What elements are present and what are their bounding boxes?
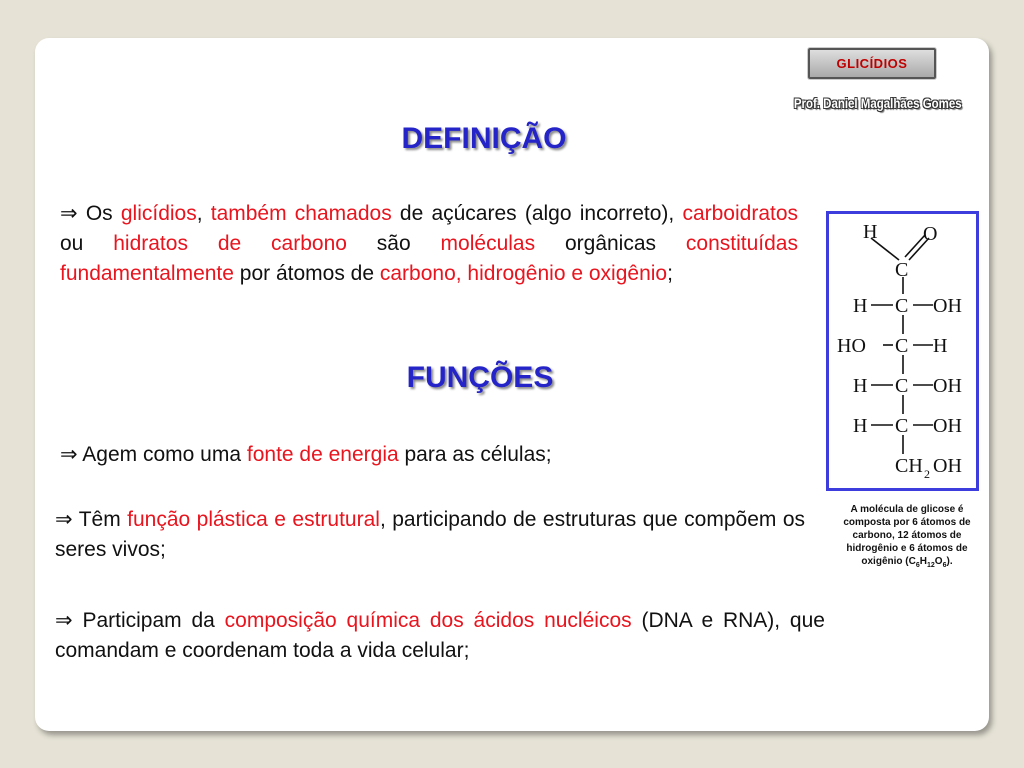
implies-arrow-icon: ⇒ xyxy=(55,609,73,632)
glucose-structure-diagram xyxy=(826,211,979,491)
implies-arrow-icon: ⇒ xyxy=(55,508,73,531)
atom-subscript: 2 xyxy=(924,467,930,481)
formula-o: O xyxy=(934,556,943,567)
caption-end: ). xyxy=(946,556,953,567)
atom-h: H xyxy=(853,295,868,317)
atom-h: H xyxy=(853,415,868,437)
formula-sub: 6 xyxy=(942,562,947,569)
formula-sub: 6 xyxy=(915,562,920,569)
atom-oh: OH xyxy=(933,375,962,397)
functions-title: FUNÇÕES xyxy=(406,361,554,394)
implies-arrow-icon: ⇒ xyxy=(60,443,78,466)
formula-c: C xyxy=(908,556,916,567)
atom-h: H xyxy=(863,221,878,243)
implies-arrow-icon: ⇒ xyxy=(60,202,78,225)
text: Têm xyxy=(78,508,128,531)
highlight: moléculas xyxy=(440,232,536,255)
molecule-caption xyxy=(832,503,982,572)
highlight: constituídas fundamentalmente xyxy=(60,232,798,285)
atom-c: C xyxy=(895,335,909,357)
definition-paragraph xyxy=(60,199,798,289)
atom-o: O xyxy=(923,223,938,245)
formula-sub: 12 xyxy=(927,562,935,569)
text: , xyxy=(196,202,211,225)
author-credit: Prof. Daniel Magalhães Gomes xyxy=(794,95,962,111)
atom-h: H xyxy=(933,335,948,357)
atom-c: C xyxy=(895,259,909,281)
text: por átomos de xyxy=(233,262,380,285)
atom-oh: OH xyxy=(933,295,962,317)
highlight: glicídios xyxy=(120,202,197,225)
text: , participando de estruturas que compõem os seres vivos; xyxy=(55,508,806,561)
highlight: fonte de energia xyxy=(246,443,399,466)
function-item-nucleic-acids xyxy=(55,606,825,666)
text: orgânicas xyxy=(535,232,686,255)
atom-ho: HO xyxy=(837,335,866,357)
atom-c: C xyxy=(895,415,909,437)
text: para as células; xyxy=(398,443,552,466)
topic-tag-label: GLICÍDIOS xyxy=(836,56,908,71)
atom-ch2: CH xyxy=(895,455,923,477)
glucose-molecule-svg xyxy=(829,214,976,488)
text: de açúcares (algo incorreto), xyxy=(391,202,683,225)
highlight: composição química dos ácidos nucléicos xyxy=(224,609,632,632)
text: Os xyxy=(85,202,121,225)
highlight: hidratos de carbono xyxy=(113,232,347,255)
atom-c: C xyxy=(895,375,909,397)
definition-title: DEFINIÇÃO xyxy=(401,122,567,155)
highlight: carboidratos xyxy=(682,202,799,225)
function-item-energy xyxy=(60,440,820,470)
atom-oh: OH xyxy=(933,415,962,437)
text: Agem como uma xyxy=(82,443,247,466)
atom-oh: OH xyxy=(933,455,962,477)
text: ; xyxy=(667,262,673,285)
text: Participam da xyxy=(82,609,225,632)
text: ou xyxy=(60,232,114,255)
text: são xyxy=(346,232,441,255)
atom-c: C xyxy=(895,295,909,317)
topic-tag xyxy=(808,48,936,79)
text: (DNA e RNA), que comandam e coordenam toda a vida celular; xyxy=(55,609,825,662)
caption-text: A molécula de glicose é composta por 6 átomos de carbono, 12 átomos de hidrogênio e 6 átomos de oxigênio ( xyxy=(843,504,971,567)
atom-h: H xyxy=(853,375,868,397)
highlight: carbono, hidrogênio e oxigênio xyxy=(379,262,668,285)
highlight: também chamados xyxy=(210,202,392,225)
highlight: função plástica e estrutural xyxy=(127,508,380,531)
function-item-structural xyxy=(55,505,805,565)
formula-h: H xyxy=(919,556,927,567)
